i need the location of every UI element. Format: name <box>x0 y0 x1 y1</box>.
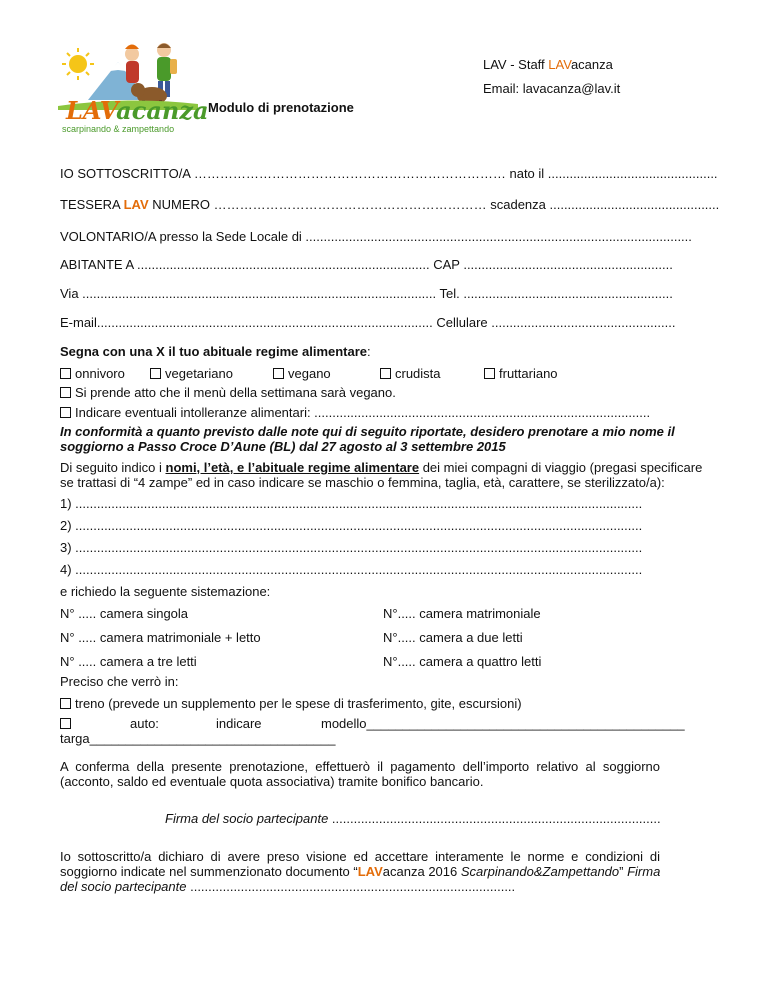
checkbox-icon[interactable] <box>484 368 495 379</box>
tessera-brand: LAV <box>123 197 149 212</box>
header-email: Email: lavacanza@lav.it <box>483 81 621 96</box>
dichiarazione-firma-field[interactable] <box>60 879 515 894</box>
firma-label: Firma del socio partecipante <box>165 811 329 826</box>
compagno-line-1[interactable]: 1) ............................................................................................................................................................. <box>60 496 643 511</box>
option-label: crudista <box>395 366 441 381</box>
conformita-line2: soggiorno a Passo Croce D’Aune (BL) dal 27 agosto al 3 settembre 2015 <box>60 439 506 454</box>
dich-l2-brand: LAV <box>357 864 383 879</box>
option-label: vegano <box>288 366 331 381</box>
field-abitante[interactable]: ABITANTE A ................................................................................. CAP .......................................................... <box>60 257 673 272</box>
dich-l2-firma: Firma <box>627 864 661 879</box>
regime-heading-text: Segna con una X il tuo abituale regime alimentare <box>60 344 368 359</box>
sun-icon <box>69 55 87 73</box>
checkbox-icon[interactable] <box>60 368 71 379</box>
lavacanza-logo <box>58 40 209 136</box>
logo-lav-text: LAV <box>66 96 117 125</box>
org-suffix: acanza <box>570 57 613 72</box>
treno-text: treno (prevede un supplemento per le spese di trasferimento, gite, escursioni) <box>75 696 522 711</box>
intolleranze-field[interactable] <box>60 405 650 420</box>
header-org <box>483 57 613 72</box>
logo-acanza-text: acanza <box>116 96 209 125</box>
room-option[interactable]: N°..... camera a due letti <box>383 630 523 645</box>
compagno-line-3[interactable]: 3) ............................................................................................................................................................. <box>60 540 643 555</box>
checkbox-icon[interactable] <box>60 407 71 418</box>
option-label: vegetariano <box>165 366 233 381</box>
field-tessera[interactable] <box>60 197 719 212</box>
auto-indicare: indicare <box>216 716 262 731</box>
auto-modello-field[interactable]: modello____________________________________________ <box>321 716 685 731</box>
dich-l2-title: Scarpinando&Zampettando <box>460 864 620 879</box>
form-title: Modulo di prenotazione <box>208 100 354 115</box>
sistemazione-intro: e richiedo la seguente sistemazione: <box>60 584 271 599</box>
conferma-line1: A conferma della presente prenotazione, effettuerò il pagamento dell’importo relativo al soggiorno <box>60 759 660 774</box>
dich-l3-label: del socio partecipante <box>60 879 187 894</box>
tessera-label: TESSERA <box>60 197 124 212</box>
regime-option-fruttariano[interactable] <box>484 366 558 381</box>
tessera-rest: NUMERO ……………………………………………………… scadenza ............................................... <box>148 197 720 212</box>
option-label: fruttariano <box>499 366 558 381</box>
arrivo-intro: Preciso che verrò in: <box>60 674 179 689</box>
checkbox-icon[interactable] <box>60 387 71 398</box>
compagno-line-4[interactable]: 4) ............................................................................................................................................................. <box>60 562 643 577</box>
firma-socio-field[interactable] <box>165 811 661 826</box>
regime-option-crudista[interactable] <box>380 366 441 381</box>
compagni-intro-b: nomi, l’età, e l’abituale regime alimentare <box>165 460 420 475</box>
conferma-line2: (acconto, saldo ed eventuale quota associativa) tramite bonifico bancario. <box>60 774 484 789</box>
logo-tagline: scarpinando & zampettando <box>62 124 175 134</box>
dich-l2-c: acanza 2016 <box>382 864 461 879</box>
dichiarazione-line2 <box>60 864 660 879</box>
field-volontario[interactable]: VOLONTARIO/A presso la Sede Locale di ........................................................................................................... <box>60 229 692 244</box>
firma-dots: ........................................................................................... <box>328 811 661 826</box>
dich-l2-a: soggiorno indicate nel summenzionato documento “ <box>60 864 358 879</box>
room-option[interactable]: N° ..... camera singola <box>60 606 189 621</box>
room-option[interactable]: N° ..... camera a tre letti <box>60 654 197 669</box>
menu-note[interactable] <box>60 385 396 400</box>
dich-l3-dots: .......................................................................................... <box>186 879 516 894</box>
regime-option-vegetariano[interactable] <box>150 366 233 381</box>
dichiarazione-line1: Io sottoscritto/a dichiaro di avere preso visione ed accettare interamente le norme e condizioni di <box>60 849 660 864</box>
compagni-intro-line2: se trattasi di “4 zampe” ed in caso indicare se maschio o femmina, taglia, età, carattere, se sterilizzato/a): <box>60 475 665 490</box>
compagni-intro-c: dei miei compagni di viaggio (pregasi specificare <box>419 460 703 475</box>
compagni-intro-a: Di seguito indico i <box>60 460 166 475</box>
option-label: onnivoro <box>75 366 125 381</box>
checkbox-icon[interactable] <box>380 368 391 379</box>
dich-l2-e: ” <box>619 864 628 879</box>
room-option[interactable]: N°..... camera matrimoniale <box>383 606 541 621</box>
conformita-line1: In conformità a quanto previsto dalle note qui di seguito riportate, desidero prenotare a mio nome il <box>60 424 675 439</box>
field-via[interactable]: Via .................................................................................................. Tel. .......................................................... <box>60 286 673 301</box>
auto-targa-field[interactable]: targa__________________________________ <box>60 731 336 746</box>
logo-wordmark <box>66 98 209 124</box>
room-option[interactable]: N°..... camera a quattro letti <box>383 654 542 669</box>
regime-heading <box>60 344 371 359</box>
regime-heading-colon: : <box>367 344 371 359</box>
org-brand: LAV <box>548 57 571 72</box>
arrivo-treno[interactable] <box>60 696 522 711</box>
checkbox-icon[interactable] <box>60 698 71 709</box>
regime-option-vegano[interactable] <box>273 366 331 381</box>
menu-note-text: Si prende atto che il menù della settimana sarà vegano. <box>75 385 396 400</box>
intolleranze-text: Indicare eventuali intolleranze alimentari: ............................................................................................. <box>75 405 651 420</box>
regime-option-onnivoro[interactable] <box>60 366 125 381</box>
room-option[interactable]: N° ..... camera matrimoniale + letto <box>60 630 261 645</box>
compagni-intro <box>60 460 702 475</box>
auto-label: auto: <box>130 716 159 731</box>
checkbox-icon[interactable] <box>273 368 284 379</box>
arrivo-auto[interactable] <box>60 716 75 731</box>
checkbox-icon[interactable] <box>150 368 161 379</box>
field-email[interactable]: E-mail............................................................................................. Cellulare ................................................... <box>60 315 676 330</box>
field-sottoscritto[interactable]: IO SOTTOSCRITTO/A ……………………………………………………………… nato il ............................................... <box>60 166 718 181</box>
org-prefix: LAV - Staff <box>483 57 549 72</box>
checkbox-icon[interactable] <box>60 718 71 729</box>
compagno-line-2[interactable]: 2) ............................................................................................................................................................. <box>60 518 643 533</box>
